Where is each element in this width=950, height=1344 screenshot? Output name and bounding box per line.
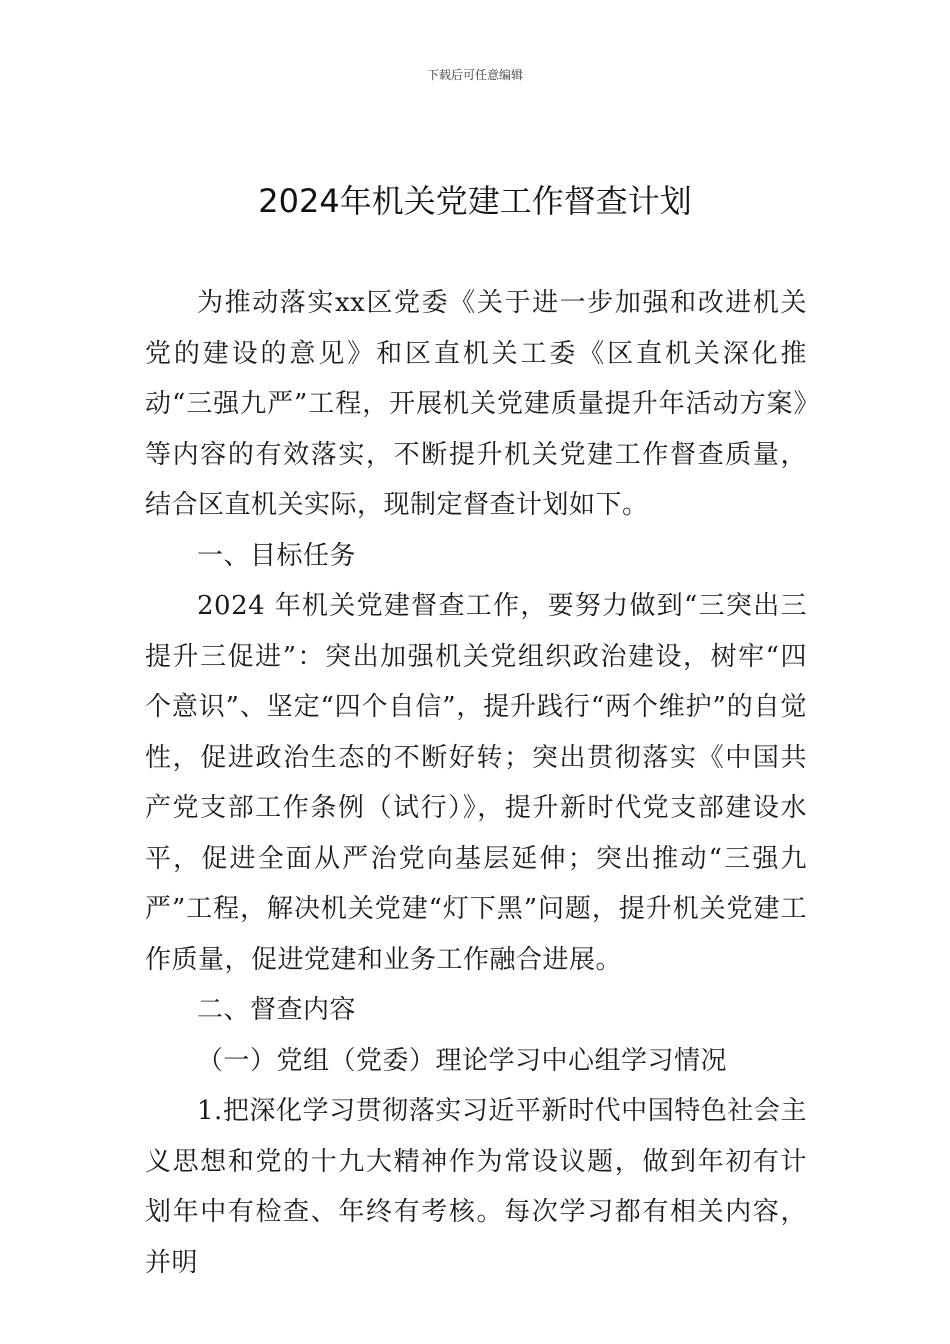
section-heading-content: 二、督查内容 — [197, 995, 357, 1025]
paragraph-item-1: 1.把深化学习贯彻落实习近平新时代中国特色社会主义思想和党的十九大精神作为常设议题，做到年初有计划年中有检查、年终有考核。每次学习都有相关内容，并明 — [145, 1096, 807, 1278]
document-body — [145, 278, 807, 1288]
paragraph-goals: 2024 年机关党建督查工作，要努力做到“三突出三提升三促进”：突出加强机关党组织政治建设，树牢“四个意识”、坚定“四个自信”，提升践行“两个维护”的自觉性，促进政治生态的不断好转；突出贯彻落实《中国共产党支部工作条例（试行）》，提升新时代党支部建设水平，促进全面从严治党向基层延伸；突出推动“三强九严”工程，解决机关党建“灯下黑”问题，提升机关党建工作质量，促进党建和业务工作融合进展。 — [145, 591, 807, 975]
paragraph-intro: 为推动落实xx区党委《关于进一步加强和改进机关党的建设的意见》和区直机关工委《区直机关深化推动“三强九严”工程，开展机关党建质量提升年活动方案》等内容的有效落实，不断提升机关党建工作督查质量，结合区直机关实际，现制定督查计划如下。 — [145, 288, 807, 520]
document-title: 2024年机关党建工作督查计划 — [258, 182, 692, 220]
header-note: 下载后可任意编辑 — [426, 68, 523, 82]
section-heading-goals: 一、目标任务 — [197, 540, 357, 571]
subsection-heading-study: （一）党组（党委）理论学习中心组学习情况 — [197, 1045, 728, 1076]
